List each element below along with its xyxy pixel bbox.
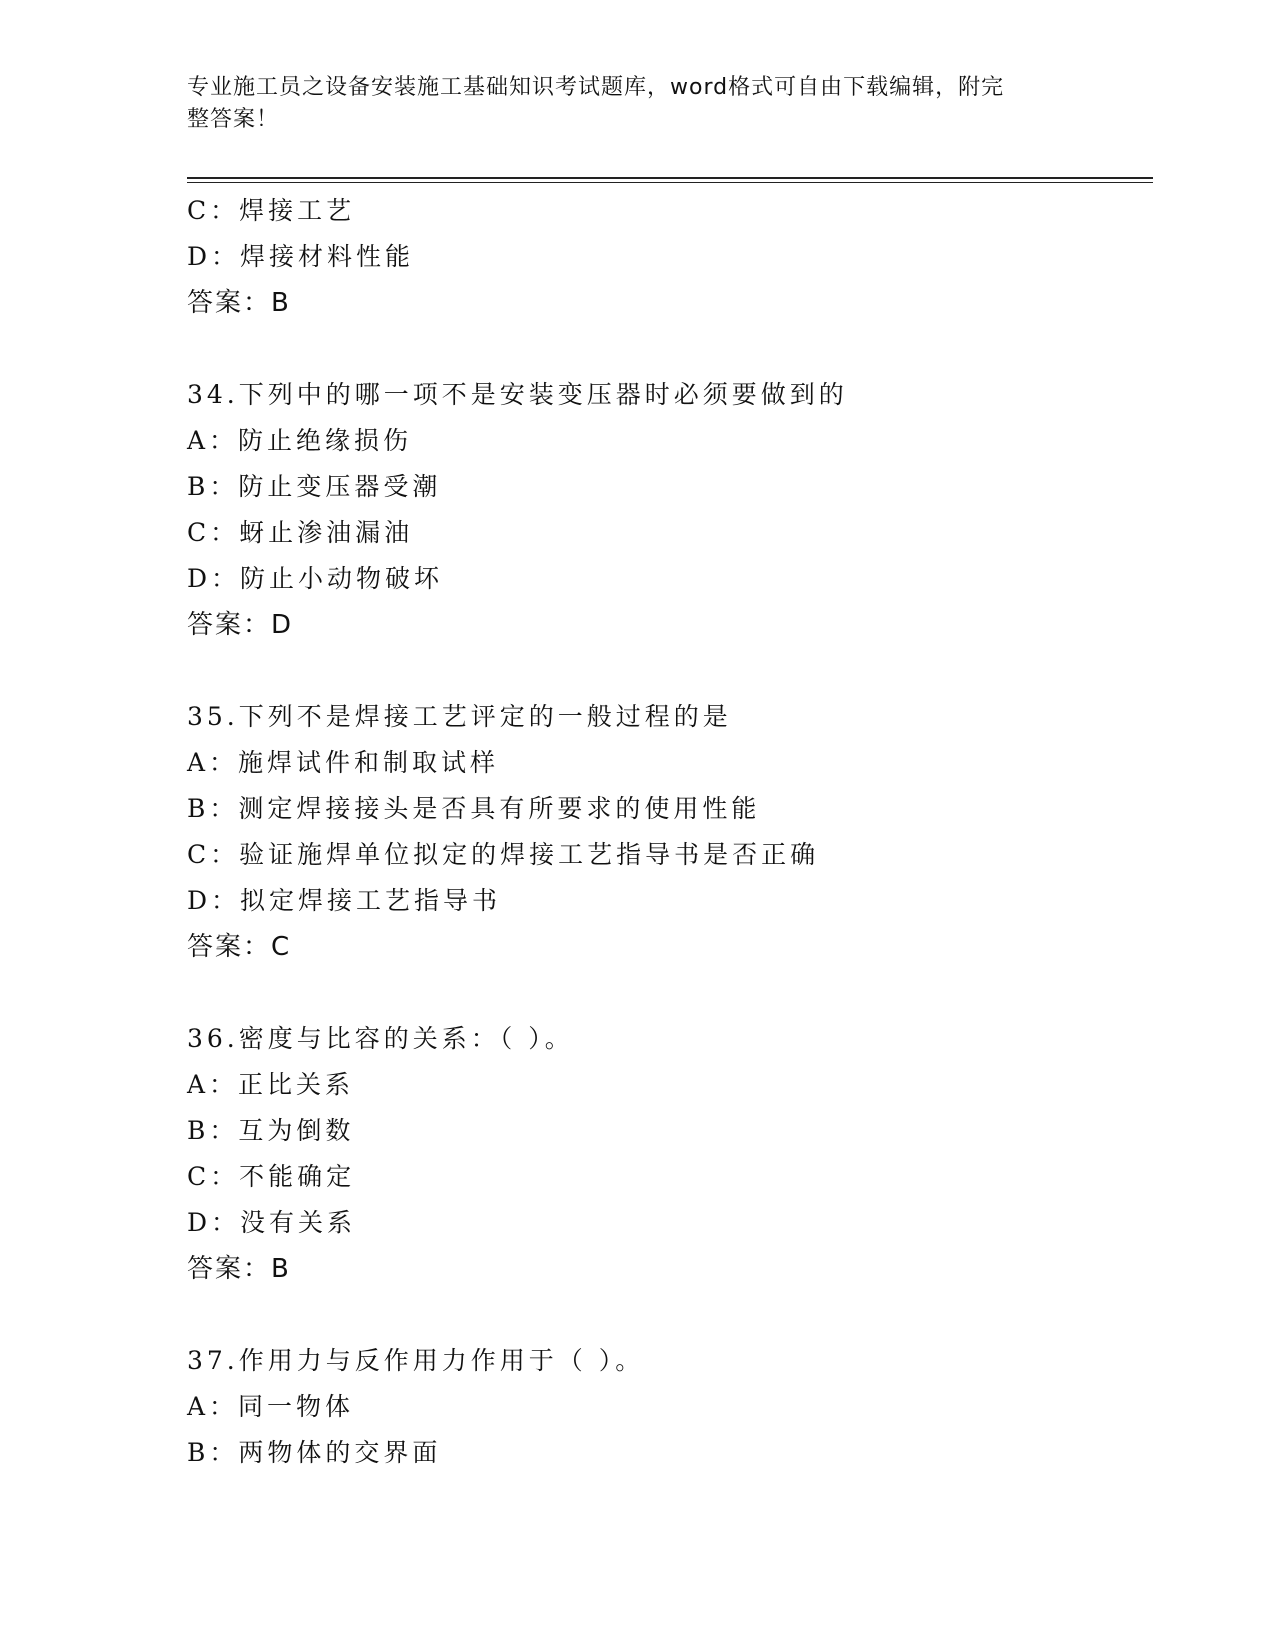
question-block-37 [187, 1338, 1153, 1476]
answer-line: 答案：B [187, 1254, 291, 1284]
option-d: D：拟定焊接工艺指导书 [187, 886, 502, 915]
option-a: A：施焊试件和制取试样 [187, 748, 500, 777]
spacer [187, 970, 1153, 1016]
option-b: B：防止变压器受潮 [187, 472, 442, 501]
header-divider-thick [187, 177, 1153, 179]
option-a: A：正比关系 [187, 1070, 355, 1099]
option-b: B：互为倒数 [187, 1116, 355, 1145]
spacer [187, 648, 1153, 694]
question-block-36 [187, 1016, 1153, 1292]
option-c: C：焊接工艺 [187, 196, 356, 225]
option-b: B：两物体的交界面 [187, 1438, 442, 1467]
option-c: C：蚜止渗油漏油 [187, 518, 414, 547]
option-c: C：验证施焊单位拟定的焊接工艺指导书是否正确 [187, 840, 820, 869]
option-d: D：防止小动物破坏 [187, 564, 444, 593]
question-block-35 [187, 694, 1153, 970]
question-stem: 35.下列不是焊接工艺评定的一般过程的是 [187, 702, 732, 731]
question-stem: 37.作用力与反作用力作用于（ ）。 [187, 1346, 645, 1375]
question-block-34 [187, 372, 1153, 648]
option-a: A：同一物体 [187, 1392, 355, 1421]
question-list [187, 188, 1153, 1476]
header-line-2: 整答案！ [187, 107, 280, 132]
document-header [187, 72, 1087, 136]
option-c: C：不能确定 [187, 1162, 356, 1191]
question-block-prev [187, 188, 1153, 326]
option-d: D：焊接材料性能 [187, 242, 415, 271]
answer-line: 答案：D [187, 610, 294, 640]
question-stem: 36.密度与比容的关系：（ ）。 [187, 1024, 574, 1053]
header-line-1: 专业施工员之设备安装施工基础知识考试题库，word格式可自由下载编辑，附完 [187, 75, 1005, 100]
option-b: B：测定焊接接头是否具有所要求的使用性能 [187, 794, 761, 823]
answer-line: 答案：B [187, 288, 291, 318]
option-d: D：没有关系 [187, 1208, 357, 1237]
option-a: A：防止绝缘损伤 [187, 426, 413, 455]
header-divider-thin [187, 182, 1153, 183]
question-stem: 34.下列中的哪一项不是安装变压器时必须要做到的 [187, 380, 848, 409]
spacer [187, 1292, 1153, 1338]
spacer [187, 326, 1153, 372]
answer-line: 答案：C [187, 932, 292, 962]
